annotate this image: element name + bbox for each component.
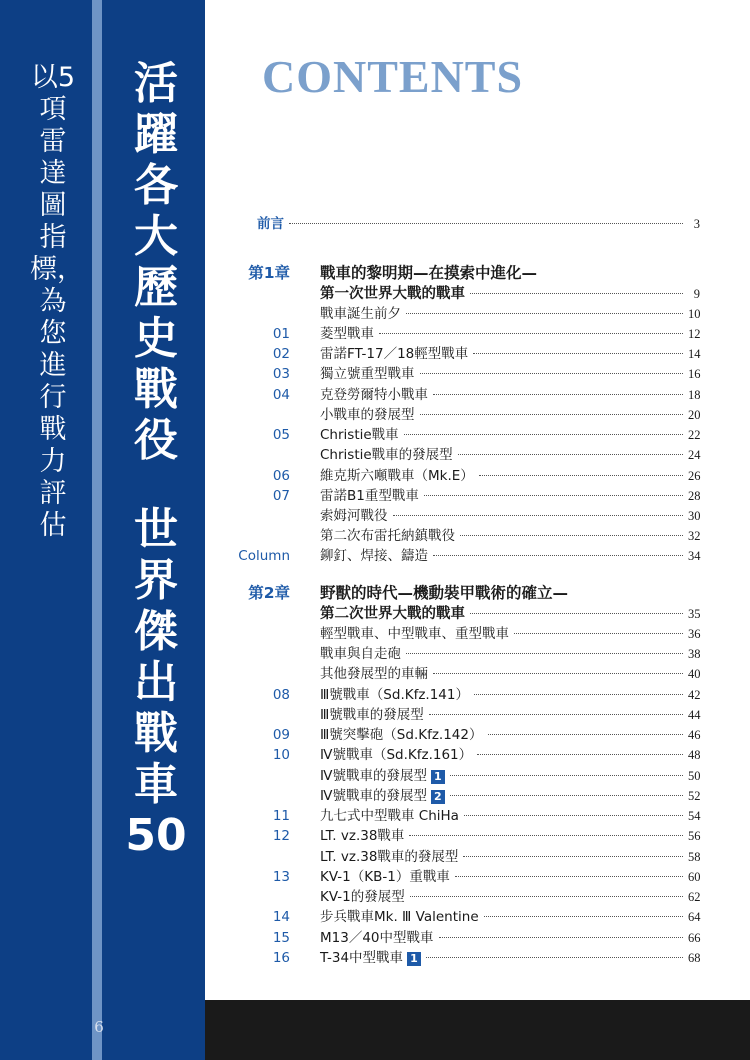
toc-entry-body — [320, 425, 700, 445]
toc-entry[interactable] — [205, 644, 750, 664]
toc-page-number: 36 — [688, 627, 701, 641]
toc-page-number: 20 — [688, 408, 701, 422]
toc-entry-title: 克登勞爾特小戰車 — [320, 387, 428, 403]
toc-page-number: 54 — [688, 809, 701, 823]
toc-entry-title: Ⅲ號突擊砲（Sd.Kfz.142） — [320, 727, 483, 743]
entry-number: 11 — [272, 808, 290, 824]
dot-leader — [460, 535, 683, 536]
dot-leader — [420, 414, 684, 415]
toc-entry[interactable] — [205, 847, 750, 867]
dot-leader — [474, 694, 683, 695]
dot-leader — [289, 223, 683, 224]
dot-leader — [479, 475, 683, 476]
toc-page-number: 22 — [688, 428, 701, 442]
sidebar-stripe — [92, 0, 102, 1060]
toc-entry-title: T-34中型戰車 — [320, 950, 404, 966]
toc-entry[interactable] — [205, 806, 750, 826]
toc-entry[interactable] — [205, 826, 750, 846]
entry-number: 04 — [272, 387, 290, 403]
toc-entry[interactable] — [205, 405, 750, 425]
entry-number: 15 — [272, 930, 290, 946]
dot-leader — [484, 916, 683, 917]
dot-leader — [410, 896, 683, 897]
toc-entry-body — [320, 745, 700, 765]
toc-entry-body — [320, 506, 700, 526]
dot-leader — [429, 714, 683, 715]
toc-entry-title: KV-1的發展型 — [320, 889, 405, 905]
toc-entry-body — [320, 948, 700, 968]
toc-entry-body — [320, 344, 700, 364]
toc-entry[interactable] — [205, 948, 750, 968]
entry-number: 07 — [272, 488, 290, 504]
dot-leader — [450, 795, 683, 796]
page-number: 6 — [94, 1018, 104, 1036]
entry-number: 13 — [272, 869, 290, 885]
toc-entry-body — [320, 546, 700, 566]
toc-entry-title: LT. vz.38戰車的發展型 — [320, 849, 459, 865]
toc-entry-body — [320, 405, 700, 425]
toc-page-number: 52 — [688, 789, 701, 803]
toc-entry-title: 戰車誕生前夕 — [320, 306, 401, 322]
toc-entry-body — [320, 604, 700, 624]
toc-entry-body — [320, 385, 700, 405]
toc-page-number: 30 — [688, 509, 701, 523]
toc-page-number: 60 — [688, 870, 701, 884]
dot-leader — [473, 353, 683, 354]
dot-leader — [463, 856, 683, 857]
toc-entry[interactable] — [205, 685, 750, 705]
toc-entry[interactable] — [205, 324, 750, 344]
toc-entry[interactable] — [205, 745, 750, 765]
toc-entry-body — [320, 526, 700, 546]
toc-page-number: 64 — [688, 910, 701, 924]
toc-entry-title: 第一次世界大戰的戰車 — [320, 286, 465, 302]
toc-entry[interactable] — [205, 304, 750, 324]
dot-leader — [488, 734, 684, 735]
toc-entry[interactable] — [205, 705, 750, 725]
toc-entry-title: Ⅳ號戰車的發展型 — [320, 788, 427, 804]
dot-leader — [433, 394, 683, 395]
toc-entry-title: 戰車與自走砲 — [320, 646, 401, 662]
toc-entry[interactable] — [205, 786, 750, 806]
toc-entry[interactable] — [205, 928, 750, 948]
entry-number: 06 — [272, 468, 290, 484]
toc-entry-body — [320, 847, 700, 867]
toc-entry-body — [320, 466, 700, 486]
dot-leader — [393, 515, 684, 516]
toc-page-number: 35 — [688, 607, 701, 621]
toc-entry[interactable] — [205, 445, 750, 465]
toc-page-number: 16 — [688, 367, 701, 381]
toc-entry-title: 第二次世界大戰的戰車 — [320, 606, 465, 622]
dot-leader — [450, 775, 683, 776]
toc-entry-body — [320, 644, 700, 664]
dot-leader — [470, 613, 683, 614]
toc-entry-body — [320, 867, 700, 887]
toc-entry-title: 前言 — [257, 216, 284, 232]
book-subtitle: 以5項雷達圖指標，為您進行戰力評估 — [30, 62, 84, 541]
entry-number: 01 — [272, 326, 290, 342]
toc-entry-title: 九七式中型戰車 ChiHa — [320, 808, 459, 824]
toc-entry-title: 鉚釘、焊接、鑄造 — [320, 548, 428, 564]
dot-leader — [424, 495, 683, 496]
toc-page-number: 42 — [688, 688, 701, 702]
toc-entry-body — [320, 705, 700, 725]
toc-list — [205, 0, 750, 1000]
dot-leader — [433, 555, 683, 556]
dot-leader — [455, 876, 683, 877]
toc-entry-title: Ⅳ號戰車（Sd.Kfz.161） — [320, 747, 473, 763]
dot-leader — [477, 754, 683, 755]
toc-entry[interactable] — [205, 766, 750, 786]
toc-page-number: 26 — [688, 469, 701, 483]
toc-page-number: 48 — [688, 748, 701, 762]
toc-entry-body — [320, 624, 700, 644]
toc-entry-body — [320, 928, 700, 948]
toc-entry[interactable] — [205, 664, 750, 684]
toc-entry-title: 其他發展型的車輛 — [320, 666, 428, 682]
toc-entry[interactable] — [205, 214, 750, 234]
toc-entry-title: Christie戰車 — [320, 427, 399, 443]
toc-page-number: 14 — [688, 347, 701, 361]
entry-number: 08 — [272, 687, 290, 703]
toc-entry-title: 戰車的黎明期—在摸索中進化— — [320, 264, 538, 282]
toc-page-number: 32 — [688, 529, 701, 543]
toc-entry[interactable] — [205, 604, 750, 624]
toc-entry-title: 小戰車的發展型 — [320, 407, 415, 423]
toc-entry[interactable] — [205, 364, 750, 384]
toc-entry[interactable] — [205, 506, 750, 526]
toc-entry-body — [320, 324, 700, 344]
entry-number: 12 — [272, 828, 290, 844]
toc-page-number: 68 — [688, 951, 701, 965]
toc-entry-title: M13／40中型戰車 — [320, 930, 434, 946]
toc-entry-title: 菱型戰車 — [320, 326, 374, 342]
toc-entry-title: 維克斯六噸戰車（Mk.E） — [320, 468, 474, 484]
toc-entry-body — [320, 664, 700, 684]
dot-leader — [406, 313, 683, 314]
toc-entry-title: 步兵戰車Mk. Ⅲ Valentine — [320, 909, 479, 925]
book-title-part1: 活躍各大歷史戰役 — [134, 58, 178, 466]
chapter-number: 第2章 — [248, 584, 290, 602]
toc-entry-body — [320, 826, 700, 846]
toc-page-number: 28 — [688, 489, 701, 503]
dot-leader — [409, 835, 683, 836]
dot-leader — [379, 333, 683, 334]
bottom-band — [205, 1000, 750, 1060]
toc-entry[interactable] — [205, 284, 750, 304]
toc-entry-body — [320, 786, 700, 806]
toc-entry-title: 野獸的時代—機動裝甲戰術的確立— — [320, 584, 569, 602]
toc-entry-title: 輕型戰車、中型戰車、重型戰車 — [320, 626, 509, 642]
entry-number: 10 — [272, 747, 290, 763]
part-badge: 2 — [431, 790, 445, 804]
toc-page-number: 66 — [688, 931, 701, 945]
toc-entry-body — [320, 806, 700, 826]
dot-leader — [464, 815, 683, 816]
toc-page-number: 50 — [688, 769, 701, 783]
toc-entry[interactable] — [205, 583, 750, 603]
toc-entry-title: 獨立號重型戰車 — [320, 366, 415, 382]
toc-page-number: 44 — [688, 708, 701, 722]
toc-entry-body — [320, 486, 700, 506]
toc-page-number: 56 — [688, 829, 701, 843]
dot-leader — [439, 937, 683, 938]
entry-number: 16 — [272, 950, 290, 966]
entry-number: 03 — [272, 366, 290, 382]
toc-entry-title: Christie戰車的發展型 — [320, 447, 453, 463]
toc-page-number: 58 — [688, 850, 701, 864]
toc-page-number: 12 — [688, 327, 701, 341]
toc-entry[interactable] — [205, 385, 750, 405]
toc-entry[interactable] — [205, 466, 750, 486]
toc-entry[interactable] — [205, 867, 750, 887]
toc-entry[interactable] — [205, 624, 750, 644]
toc-page-number: 24 — [688, 448, 701, 462]
toc-page-number: 18 — [688, 388, 701, 402]
toc-entry-body — [320, 304, 700, 324]
toc-entry-body — [320, 685, 700, 705]
toc-entry[interactable] — [205, 546, 750, 566]
toc-entry-title: LT. vz.38戰車 — [320, 828, 405, 844]
toc-page-number: 3 — [693, 217, 700, 231]
toc-entry[interactable] — [205, 526, 750, 546]
entry-number: 02 — [272, 346, 290, 362]
dot-leader — [404, 434, 683, 435]
toc-entry-body — [320, 263, 700, 283]
toc-entry-title: 索姆河戰役 — [320, 508, 388, 524]
toc-entry[interactable] — [205, 263, 750, 283]
entry-number: 09 — [272, 727, 290, 743]
part-badge: 1 — [407, 952, 421, 966]
toc-entry-body — [320, 887, 700, 907]
toc-page-number: 9 — [693, 287, 700, 301]
part-badge: 1 — [431, 770, 445, 784]
contents-heading: CONTENTS — [262, 51, 524, 102]
chapter-number: 第1章 — [248, 264, 290, 282]
dot-leader — [426, 957, 683, 958]
entry-number: 05 — [272, 427, 290, 443]
dot-leader — [420, 373, 684, 374]
toc-entry[interactable] — [205, 486, 750, 506]
toc-entry[interactable] — [205, 907, 750, 927]
toc-entry-body — [320, 583, 700, 603]
toc-entry-title: Ⅲ號戰車的發展型 — [320, 707, 424, 723]
toc-entry-title: 雷諾FT-17／18輕型戰車 — [320, 346, 469, 362]
dot-leader — [470, 293, 683, 294]
toc-entry[interactable] — [205, 725, 750, 745]
toc-entry-body — [320, 284, 700, 304]
toc-entry-title: Ⅲ號戰車（Sd.Kfz.141） — [320, 687, 469, 703]
dot-leader — [433, 673, 683, 674]
toc-entry-title: KV-1（KB-1）重戰車 — [320, 869, 450, 885]
toc-entry-body — [257, 214, 700, 234]
toc-entry-body — [320, 725, 700, 745]
toc-entry-body — [320, 364, 700, 384]
toc-entry-title: Ⅳ號戰車的發展型 — [320, 768, 427, 784]
book-title-part2: 世界傑出戰車50 — [125, 504, 187, 861]
dot-leader — [514, 633, 683, 634]
toc-entry[interactable] — [205, 887, 750, 907]
toc-page-number: 46 — [688, 728, 701, 742]
entry-number: 14 — [272, 909, 290, 925]
toc-page-number: 38 — [688, 647, 701, 661]
toc-entry[interactable] — [205, 344, 750, 364]
toc-page-number: 40 — [688, 667, 701, 681]
toc-entry[interactable] — [205, 425, 750, 445]
toc-entry-title: 第二次布雷托納鎮戰役 — [320, 528, 455, 544]
toc-page-number: 62 — [688, 890, 701, 904]
toc-page-number: 34 — [688, 549, 701, 563]
dot-leader — [458, 454, 683, 455]
toc-entry-body — [320, 907, 700, 927]
dot-leader — [406, 653, 683, 654]
toc-entry-title: 雷諾B1重型戰車 — [320, 488, 419, 504]
toc-page-number: 10 — [688, 307, 701, 321]
toc-entry-body — [320, 445, 700, 465]
book-title — [124, 58, 188, 861]
entry-number: Column — [238, 548, 290, 564]
toc-entry-body — [320, 766, 700, 786]
